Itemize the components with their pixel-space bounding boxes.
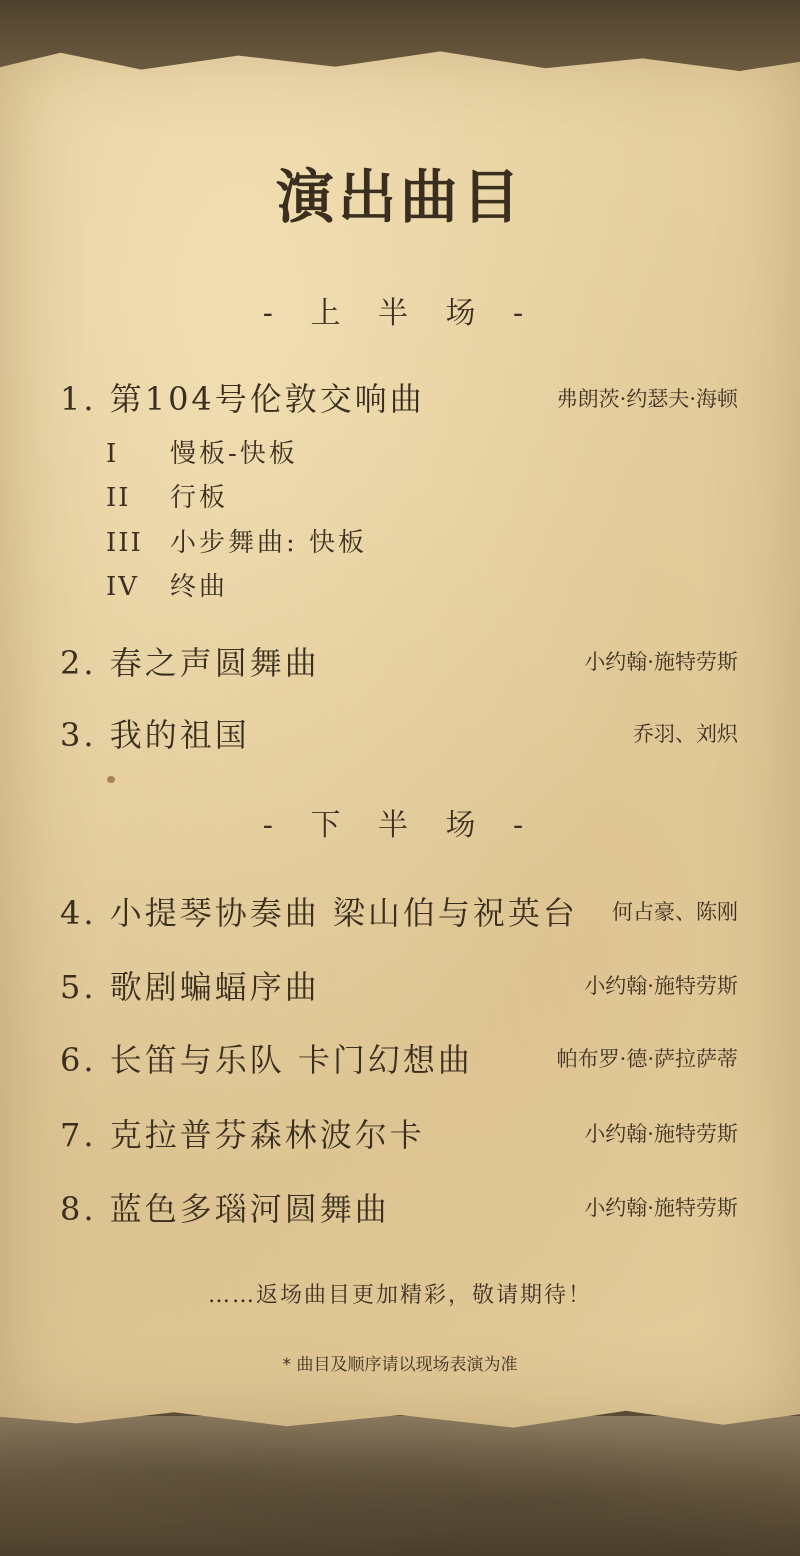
footnote: * 曲目及顺序请以现场表演为准 <box>282 1355 518 1375</box>
program-item-composer: 帕布罗·德·萨拉萨蒂 <box>556 1047 738 1071</box>
program-item-title: 1. 第104号伦敦交响曲 <box>60 380 425 418</box>
program-item-composer: 小约翰·施特劳斯 <box>584 1196 738 1220</box>
movement-name: 行板 <box>170 483 229 513</box>
program-item-title: 2. 春之声圆舞曲 <box>60 644 320 682</box>
movement-item <box>106 433 298 470</box>
program-item-title: 7. 克拉普芬森林波尔卡 <box>60 1116 425 1154</box>
program-item-composer: 弗朗茨·约瑟夫·海顿 <box>556 387 738 411</box>
movement-number: I <box>106 439 119 469</box>
encore-text: ……返场曲目更加精彩，敬请期待！ <box>207 1283 592 1308</box>
movement-name: 终曲 <box>170 572 229 602</box>
program-item-title: 5. 歌剧蝙蝠序曲 <box>60 968 320 1006</box>
program-item-composer: 小约翰·施特劳斯 <box>584 1122 738 1146</box>
movement-item <box>106 566 228 603</box>
second-half-heading: - 下 半 场 - <box>262 808 538 843</box>
program-item-title: 8. 蓝色多瑙河圆舞曲 <box>60 1190 390 1228</box>
movement-number: IV <box>106 572 140 602</box>
movement-number: III <box>106 528 143 558</box>
program-item-title: 4. 小提琴协奏曲 梁山伯与祝英台 <box>60 894 578 932</box>
program-item-title: 3. 我的祖国 <box>60 716 250 754</box>
program-item-title: 6. 长笛与乐队 卡门幻想曲 <box>60 1041 473 1079</box>
program-item-composer: 乔羽、刘炽 <box>633 722 738 746</box>
movement-name: 慢板-快板 <box>170 439 298 469</box>
movement-name: 小步舞曲: 快板 <box>170 528 368 558</box>
program-item-composer: 小约翰·施特劳斯 <box>584 650 738 674</box>
first-half-heading: - 上 半 场 - <box>262 296 538 331</box>
movement-item <box>106 522 367 559</box>
program-item-composer: 何占豪、陈刚 <box>612 900 738 924</box>
program-item-composer: 小约翰·施特劳斯 <box>584 974 738 998</box>
page-title: 演出曲目 <box>275 163 524 231</box>
movement-item <box>106 477 228 514</box>
movement-number: II <box>106 483 131 513</box>
